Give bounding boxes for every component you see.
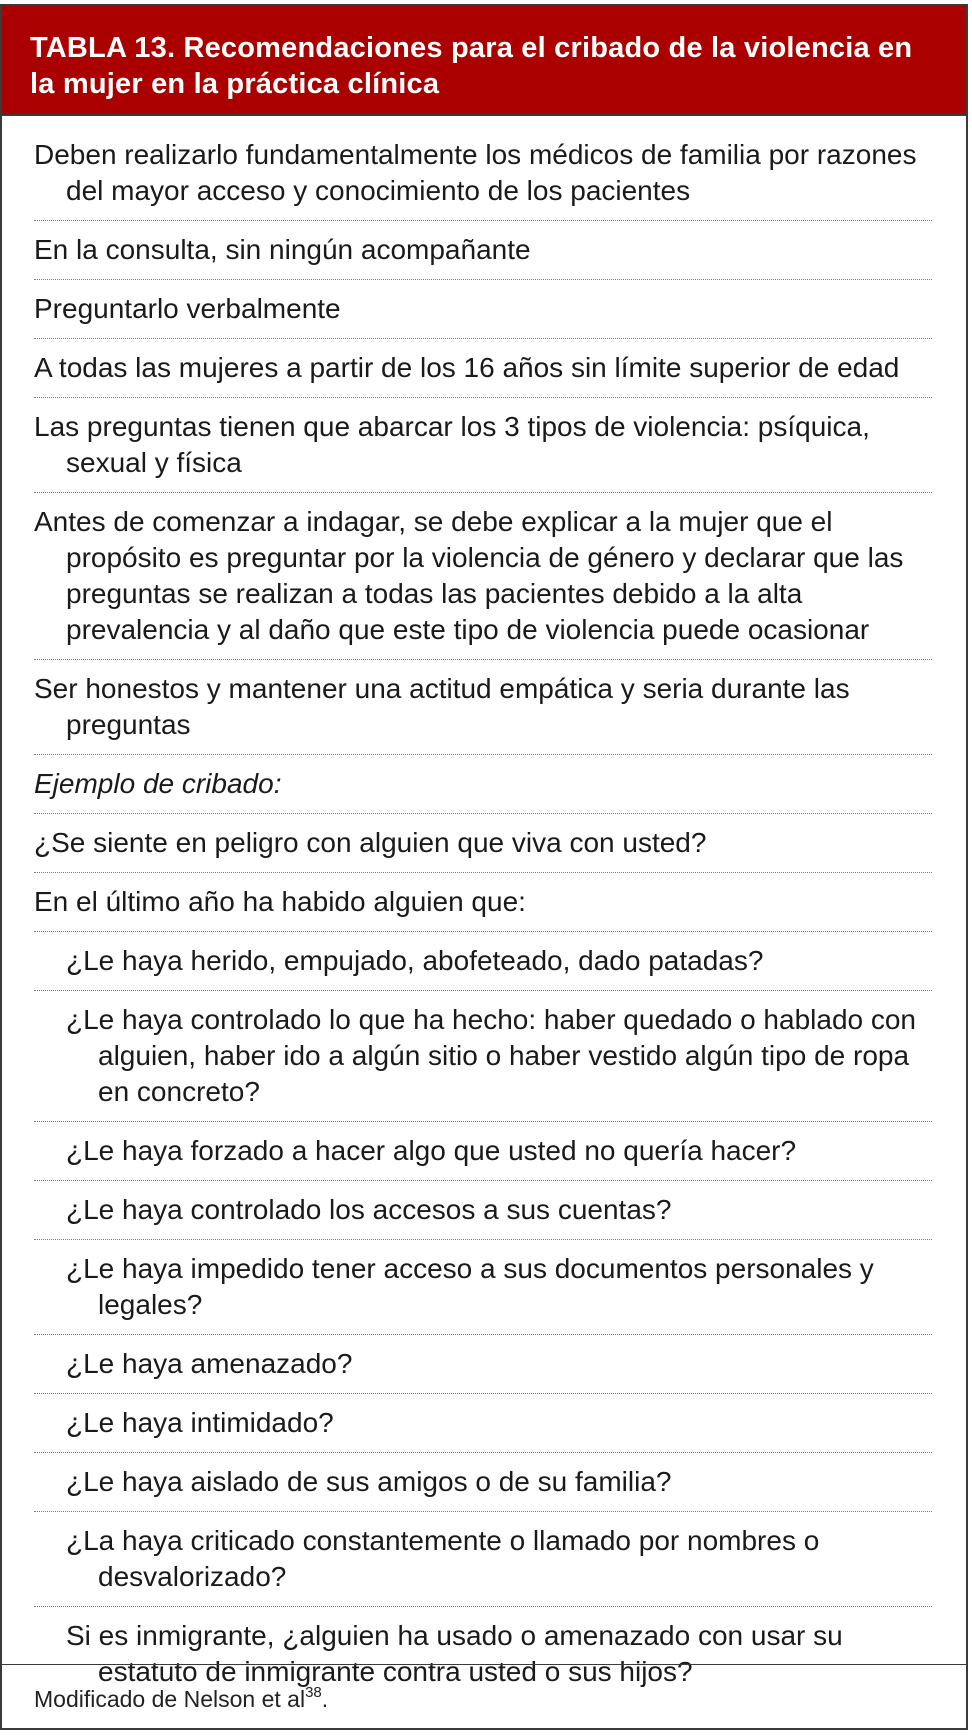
example-heading-row: Ejemplo de cribado: (34, 766, 932, 814)
screening-subquestion-row: ¿Le haya aislado de sus amigos o de su familia? (34, 1464, 932, 1512)
screening-subquestion-row: ¿Le haya impedido tener acceso a sus documentos personales y legales? (34, 1251, 932, 1335)
screening-subquestion-row: Si es inmigrante, ¿alguien ha usado o amenazado con usar su estatuto de inmigrante contra usted o sus hijos? (66, 1620, 843, 1687)
footnote-reference: 38 (305, 1684, 322, 1702)
screening-subquestion-row: ¿Le haya herido, empujado, abofeteado, dado patadas? (34, 943, 932, 991)
screening-subquestion-row: ¿Le haya forzado a hacer algo que usted no quería hacer? (34, 1133, 932, 1181)
recommendation-row: Las preguntas tienen que abarcar los 3 tipos de violencia: psíquica, sexual y física (34, 409, 932, 493)
footnote-text: Modificado de Nelson et al (34, 1686, 306, 1712)
recommendation-row: Antes de comenzar a indagar, se debe explicar a la mujer que el propósito es preguntar por la violencia de género y declarar que las preguntas se realizan a todas las pacientes debido a la alta prevalencia y al daño que este tipo de violencia puede ocasionar (34, 504, 932, 660)
recommendation-row: En la consulta, sin ningún acompañante (34, 232, 932, 280)
table-footnote (34, 1684, 328, 1714)
table-container (0, 4, 968, 1730)
screening-subquestion-row: ¿Le haya intimidado? (34, 1405, 932, 1453)
recommendation-row: Ser honestos y mantener una actitud empática y seria durante las preguntas (34, 671, 932, 755)
recommendation-row: A todas las mujeres a partir de los 16 años sin límite superior de edad (34, 350, 932, 398)
screening-question-row: En el último año ha habido alguien que: (34, 884, 932, 932)
screening-subquestion-row: ¿La haya criticado constantemente o llamado por nombres o desvalorizado? (34, 1523, 932, 1607)
screening-subquestion-row: ¿Le haya controlado lo que ha hecho: haber quedado o hablado con alguien, haber ido a algún sitio o haber vestido algún tipo de ropa en concreto? (34, 1002, 932, 1122)
table-title: TABLA 13. Recomendaciones para el cribado de la violencia en la mujer en la práctica clínica (30, 32, 913, 100)
table-body (2, 116, 966, 1700)
screening-question-row: ¿Se siente en peligro con alguien que viva con usted? (34, 825, 932, 873)
screening-subquestion-row: ¿Le haya amenazado? (34, 1346, 932, 1394)
table-header (2, 6, 966, 116)
recommendation-row: Deben realizarlo fundamentalmente los médicos de familia por razones del mayor acceso y conocimiento de los pacientes (34, 137, 932, 221)
footnote-end: . (321, 1686, 329, 1712)
footer-divider (2, 1664, 966, 1665)
screening-subquestion-row: ¿Le haya controlado los accesos a sus cuentas? (34, 1192, 932, 1240)
recommendation-row: Preguntarlo verbalmente (34, 291, 932, 339)
